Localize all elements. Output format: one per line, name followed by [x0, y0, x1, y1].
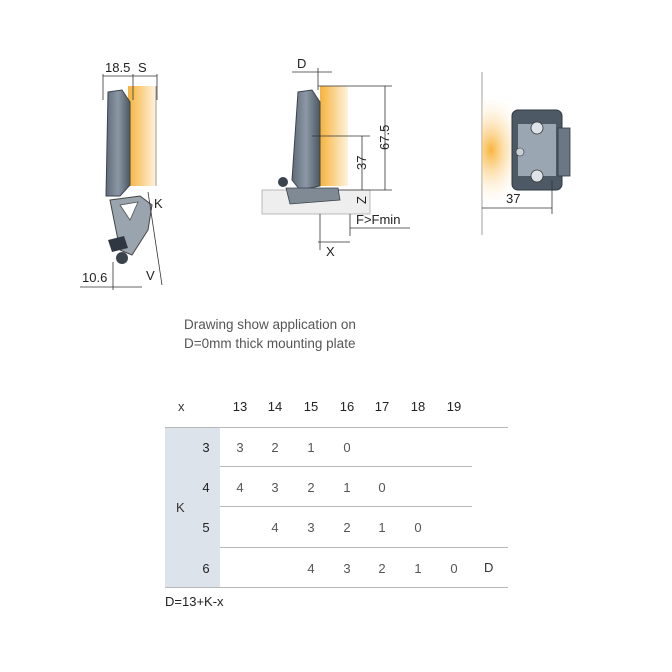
column-header: 16	[339, 399, 355, 414]
caption-line-2: D=0mm thick mounting plate	[184, 336, 356, 351]
column-header: 15	[303, 399, 319, 414]
table-cell: 4	[307, 561, 315, 576]
d-label: D	[484, 560, 494, 575]
middle-hinge-view	[262, 56, 410, 259]
hinge-arm-left	[106, 90, 130, 196]
door-panel-left	[128, 86, 156, 186]
table-bottom-line	[165, 587, 508, 588]
hinge-drawings	[0, 0, 672, 300]
column-header: 17	[374, 399, 390, 414]
dim-f-fmin: F>Fmin	[356, 212, 401, 227]
table-cell: 0	[343, 440, 351, 455]
table-cell: 2	[343, 520, 351, 535]
dim-z: Z	[354, 196, 369, 204]
k-axis-label: K	[176, 500, 185, 515]
row-k-value: 4	[202, 480, 210, 495]
table-cell: 2	[271, 440, 279, 455]
caption	[184, 315, 356, 353]
table-top-line	[165, 427, 508, 428]
row-k-value: 5	[202, 520, 210, 535]
dim-37-right: 37	[506, 191, 521, 206]
table-cell: 2	[378, 561, 386, 576]
row-divider-2	[220, 506, 472, 507]
dim-10-6: 10.6	[82, 270, 108, 285]
column-header: 13	[232, 399, 248, 414]
row-k-value: 3	[202, 440, 210, 455]
right-plate-view	[482, 72, 570, 235]
table-cell: 0	[450, 561, 458, 576]
table-cell: 1	[307, 440, 315, 455]
x-axis-label: x	[178, 399, 185, 414]
table-cell: 4	[236, 480, 244, 495]
formula: D=13+K-x	[165, 594, 224, 609]
row-k-value: 6	[202, 561, 210, 576]
dim-x: X	[326, 244, 335, 259]
table-cell: 0	[414, 520, 422, 535]
table-cell: 2	[307, 480, 315, 495]
dim-k: K	[154, 196, 163, 211]
table-cell: 1	[414, 561, 422, 576]
column-header: 14	[267, 399, 283, 414]
dim-18-5: 18.5	[105, 60, 131, 75]
table-cell: 3	[343, 561, 351, 576]
row-divider-3	[220, 547, 508, 548]
hinge-arm-middle	[292, 90, 320, 190]
dim-67-5: 67.5	[377, 124, 392, 150]
dim-s: S	[138, 60, 147, 75]
table-cell: 4	[271, 520, 279, 535]
left-hinge-view	[80, 60, 163, 290]
table-cell: 3	[271, 480, 279, 495]
dim-d: D	[297, 56, 307, 71]
table-cell: 1	[378, 520, 386, 535]
table-cell: 3	[307, 520, 315, 535]
dim-37-mid: 37	[354, 155, 369, 170]
table-cell: 3	[236, 440, 244, 455]
column-header: 18	[410, 399, 426, 414]
row-divider-1	[220, 466, 472, 467]
table-cell: 1	[343, 480, 351, 495]
table-cell: 0	[378, 480, 386, 495]
column-header: 19	[446, 399, 462, 414]
caption-line-1: Drawing show application on	[184, 317, 356, 332]
dim-v: V	[146, 268, 155, 283]
